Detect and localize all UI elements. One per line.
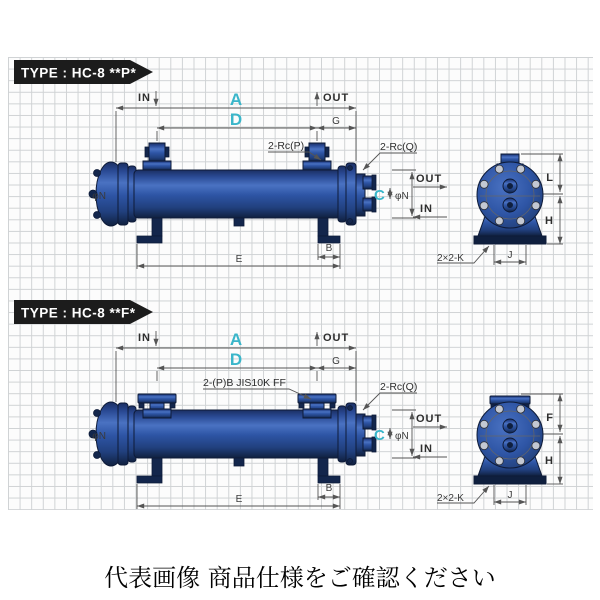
label-out-top: OUT [323,92,350,104]
label-in-side: IN [420,443,433,455]
dim-a-label: A [229,90,243,109]
dim-b-label: B [325,483,333,494]
phi-n-left-label: φN [92,191,106,202]
dim-g-label: G [332,356,340,367]
label-in-top: IN [138,92,151,104]
dim-g-label: G [332,116,340,127]
dim-e-label: E [235,254,243,265]
dim-b-label: B [325,243,333,254]
callout-top-port: 2-(P)B JIS10K FF [203,377,286,389]
dim-c-label: C [374,187,385,204]
dim-a-label: A [229,330,243,349]
type-banner-p [14,60,153,84]
dim-h-label: H [545,455,554,467]
type-banner-f [14,300,153,324]
dim-j-label: J [507,250,513,261]
label-out-side: OUT [416,413,443,425]
phi-n-left-label: φN [92,431,106,442]
dim-d-label: D [229,350,243,369]
label-out-side: OUT [416,173,443,185]
label-in-top: IN [138,332,151,344]
dim-f-label: F [546,412,554,424]
callout-side-port: 2-Rc(Q) [380,141,418,153]
footer-disclaimer: 代表画像 商品仕様をご確認ください [104,564,496,592]
dim-d-label: D [229,110,243,129]
diagram-type-f [14,300,563,509]
phi-n-right-label: φN [395,191,409,202]
phi-n-right-label: φN [395,431,409,442]
callout-bolt-label: 2×2-K [437,253,464,264]
type-label-p: TYPE : HC-8 **P* [21,65,137,81]
type-label-f: TYPE : HC-8 **F* [21,305,136,321]
label-in-side: IN [420,203,433,215]
label-out-top: OUT [323,332,350,344]
dim-c-label: C [374,427,385,444]
diagram-type-p [14,60,563,269]
callout-bolt-label: 2×2-K [437,493,464,504]
dim-l-label: L [546,172,554,184]
callout-top-port: 2-Rc(P) [268,140,305,152]
dim-j-label: J [507,490,513,501]
callout-side-port: 2-Rc(Q) [380,381,418,393]
dim-e-label: E [235,494,243,505]
dim-h-label: H [545,215,554,227]
